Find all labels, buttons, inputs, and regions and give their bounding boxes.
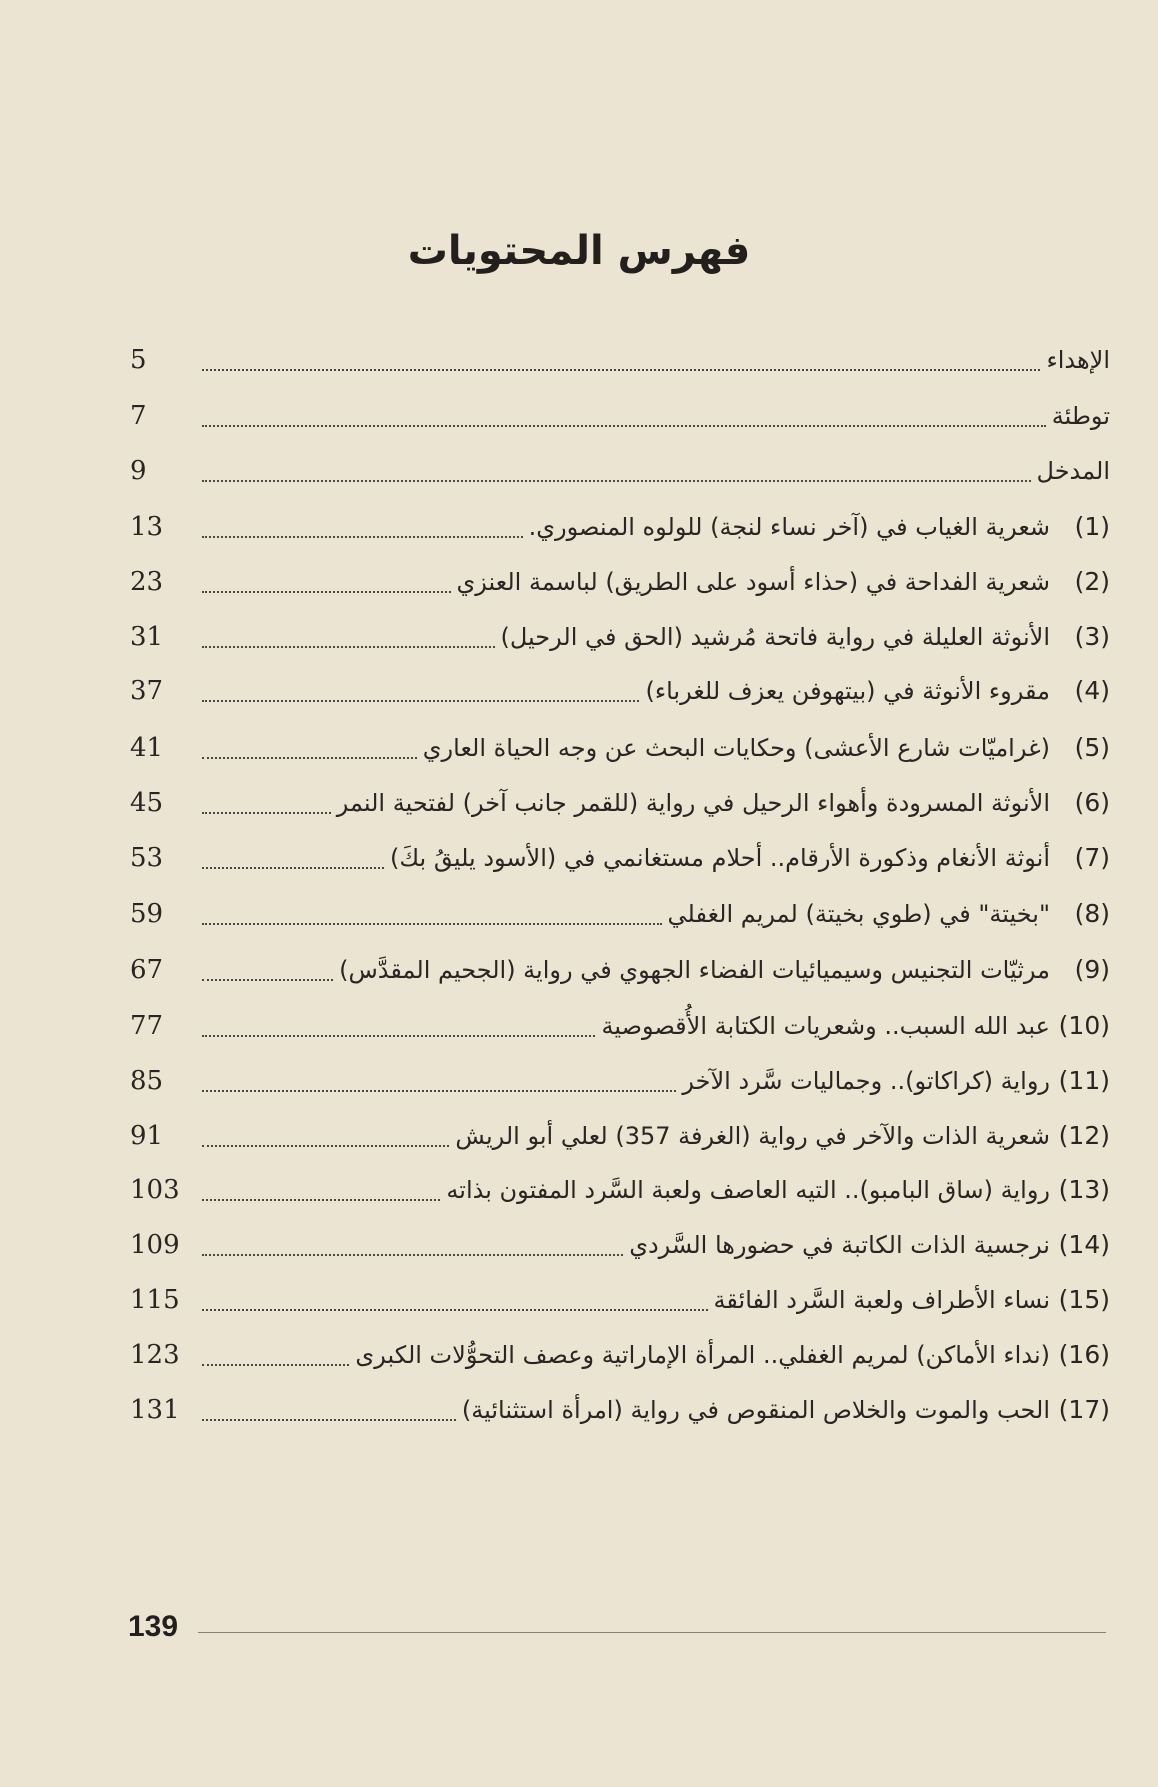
toc-entry-title: توطئة: [1051, 402, 1110, 430]
toc-entry-title: أنوثة الأنغام وذكورة الأرقام.. أحلام مستغانمي في (الأسود يليقُ بكَ): [389, 844, 1050, 872]
toc-page-number: 13: [130, 512, 164, 542]
toc-page-number: 67: [130, 955, 164, 985]
toc-entry: [130, 562, 1110, 624]
toc-entry-title: الأنوثة المسرودة وأهواء الرحيل في رواية (للقمر جانب آخر) لفتحية النمر: [336, 789, 1050, 817]
toc-entry-title: شعرية الغياب في (آخر نساء لنجة) للولوه المنصوري.: [528, 513, 1050, 541]
toc-line: [196, 1280, 1110, 1320]
toc-entry-title: نساء الأطراف ولعبة السَّرد الفائقة: [713, 1286, 1050, 1314]
toc-chapter-number: (7): [1074, 843, 1110, 872]
toc-entry: [130, 1170, 1110, 1232]
toc-line: [196, 562, 1110, 602]
toc-chapter-number: (9): [1074, 955, 1110, 984]
toc-entry: [130, 1280, 1110, 1342]
toc-leader-dots: [202, 979, 333, 981]
toc-leader-dots: [202, 700, 639, 702]
toc-entry-title: شعرية الذات والآخر في رواية (الغرفة 357) لعلي أبو الريش: [455, 1122, 1050, 1150]
toc-entry: [130, 671, 1110, 733]
page-number: 139: [128, 1610, 179, 1643]
toc-entry-title: الحب والموت والخلاص المنقوص في رواية (امرأة استثنائية): [461, 1396, 1050, 1424]
page-title: فهرس المحتويات: [407, 228, 751, 274]
toc-entry: [130, 838, 1110, 900]
toc-chapter-number: (8): [1074, 899, 1110, 928]
toc-leader-dots: [202, 812, 331, 814]
toc-leader-dots: [202, 1035, 595, 1037]
toc-entry-title: (نداء الأماكن) لمريم الغفلي.. المرأة الإماراتية وعصف التحوُّلات الكبرى: [355, 1341, 1050, 1369]
toc-leader-dots: [202, 1254, 623, 1256]
toc-page-number: 123: [130, 1340, 180, 1370]
toc-page-number: 23: [130, 567, 164, 597]
toc-chapter-number: (13): [1058, 1175, 1110, 1204]
toc-chapter-number: (16): [1058, 1340, 1110, 1369]
toc-line: [196, 1390, 1110, 1430]
toc-entry: [130, 1006, 1110, 1068]
toc-entry: [130, 950, 1110, 1012]
toc-entry: [130, 396, 1110, 458]
toc-line: [196, 340, 1110, 380]
toc-page-number: 59: [130, 899, 164, 929]
toc-leader-dots: [202, 1090, 676, 1092]
toc-line: [196, 728, 1110, 768]
toc-entry: [130, 1061, 1110, 1123]
toc-entry-title: عبد الله السبب.. وشعريات الكتابة الأُقصوصية: [601, 1012, 1050, 1040]
toc-page-number: 103: [130, 1175, 180, 1205]
toc-entry: [130, 1335, 1110, 1397]
toc-page-number: 5: [130, 345, 147, 375]
toc-chapter-number: (4): [1074, 676, 1110, 705]
toc-leader-dots: [202, 923, 662, 925]
toc-leader-dots: [202, 480, 1031, 482]
toc-page-number: 9: [130, 456, 147, 486]
toc-page-number: 45: [130, 788, 164, 818]
toc-line: [196, 507, 1110, 547]
toc-line: [196, 950, 1110, 990]
toc-chapter-number: (6): [1074, 788, 1110, 817]
toc-entry: [130, 507, 1110, 569]
toc-entry: [130, 1225, 1110, 1287]
toc-line: [196, 1225, 1110, 1265]
toc-page-number: 31: [130, 622, 164, 652]
toc-entry-title: مرثيّات التجنيس وسيميائيات الفضاء الجهوي في رواية (الجحيم المقدَّس): [339, 956, 1050, 984]
toc-chapter-number: (5): [1074, 733, 1110, 762]
toc-line: [196, 783, 1110, 823]
toc-page-number: 91: [130, 1121, 164, 1151]
toc-entry-title: مقروء الأنوثة في (بيتهوفن يعزف للغرباء): [645, 677, 1050, 705]
toc-line: [196, 451, 1110, 491]
toc-entry-title: "بخيتة" في (طوي بخيتة) لمريم الغفلي: [667, 900, 1050, 928]
toc-entry: [130, 617, 1110, 679]
toc-page-number: 7: [130, 401, 147, 431]
toc-leader-dots: [202, 591, 451, 593]
toc-page-number: 115: [130, 1285, 180, 1315]
toc-entry-title: نرجسية الذات الكاتبة في حضورها السَّردي: [629, 1231, 1050, 1259]
toc-entry-title: رواية (كراكاتو).. وجماليات سَّرد الآخر: [682, 1067, 1050, 1095]
toc-chapter-number: (10): [1058, 1011, 1110, 1040]
toc-page-number: 131: [130, 1395, 180, 1425]
toc-chapter-number: (1): [1074, 512, 1110, 541]
toc-line: [196, 1335, 1110, 1375]
toc-page-number: 77: [130, 1011, 164, 1041]
toc-entry-title: (غراميّات شارع الأعشى) وحكايات البحث عن وجه الحياة العاري: [422, 734, 1050, 762]
toc-line: [196, 1170, 1110, 1210]
toc-leader-dots: [202, 1364, 349, 1366]
toc-leader-dots: [202, 867, 384, 869]
toc-leader-dots: [202, 646, 495, 648]
toc-chapter-number: (14): [1058, 1230, 1110, 1259]
footer-rule: [198, 1632, 1106, 1633]
toc-entry-title: الإهداء: [1046, 346, 1110, 374]
toc-entry-title: المدخل: [1036, 457, 1110, 485]
toc-chapter-number: (17): [1058, 1395, 1110, 1424]
toc-line: [196, 1061, 1110, 1101]
toc-chapter-number: (3): [1074, 622, 1110, 651]
toc-leader-dots: [202, 425, 1046, 427]
toc-line: [196, 671, 1110, 711]
toc-entry: [130, 340, 1110, 402]
toc-leader-dots: [202, 1145, 449, 1147]
toc-line: [196, 1006, 1110, 1046]
toc-leader-dots: [202, 369, 1040, 371]
toc-page-number: 37: [130, 676, 164, 706]
toc-chapter-number: (12): [1058, 1121, 1110, 1150]
toc-line: [196, 838, 1110, 878]
toc-leader-dots: [202, 536, 523, 538]
toc-entry-title: الأنوثة العليلة في رواية فاتحة مُرشيد (الحق في الرحيل): [500, 623, 1050, 651]
toc-entry: [130, 783, 1110, 845]
toc-line: [196, 894, 1110, 934]
toc-leader-dots: [202, 1199, 440, 1201]
toc-entry: [130, 728, 1110, 790]
toc-page-number: 109: [130, 1230, 180, 1260]
toc-page-number: 85: [130, 1066, 164, 1096]
toc-leader-dots: [202, 1309, 708, 1311]
toc-leader-dots: [202, 757, 417, 759]
toc-page-number: 53: [130, 843, 164, 873]
table-of-contents: [130, 340, 1110, 1570]
toc-line: [196, 396, 1110, 436]
toc-chapter-number: (11): [1058, 1066, 1110, 1095]
toc-chapter-number: (2): [1074, 567, 1110, 596]
toc-entry: [130, 451, 1110, 513]
toc-entry: [130, 1116, 1110, 1178]
toc-chapter-number: (15): [1058, 1285, 1110, 1314]
toc-line: [196, 617, 1110, 657]
toc-page-number: 41: [130, 733, 164, 763]
toc-leader-dots: [202, 1419, 456, 1421]
toc-entry-title: شعرية الفداحة في (حذاء أسود على الطريق) لباسمة العنزي: [456, 568, 1050, 596]
toc-line: [196, 1116, 1110, 1156]
toc-entry: [130, 1390, 1110, 1452]
toc-entry: [130, 894, 1110, 956]
toc-entry-title: رواية (ساق البامبو).. التيه العاصف ولعبة السَّرد المفتون بذاته: [446, 1176, 1050, 1204]
